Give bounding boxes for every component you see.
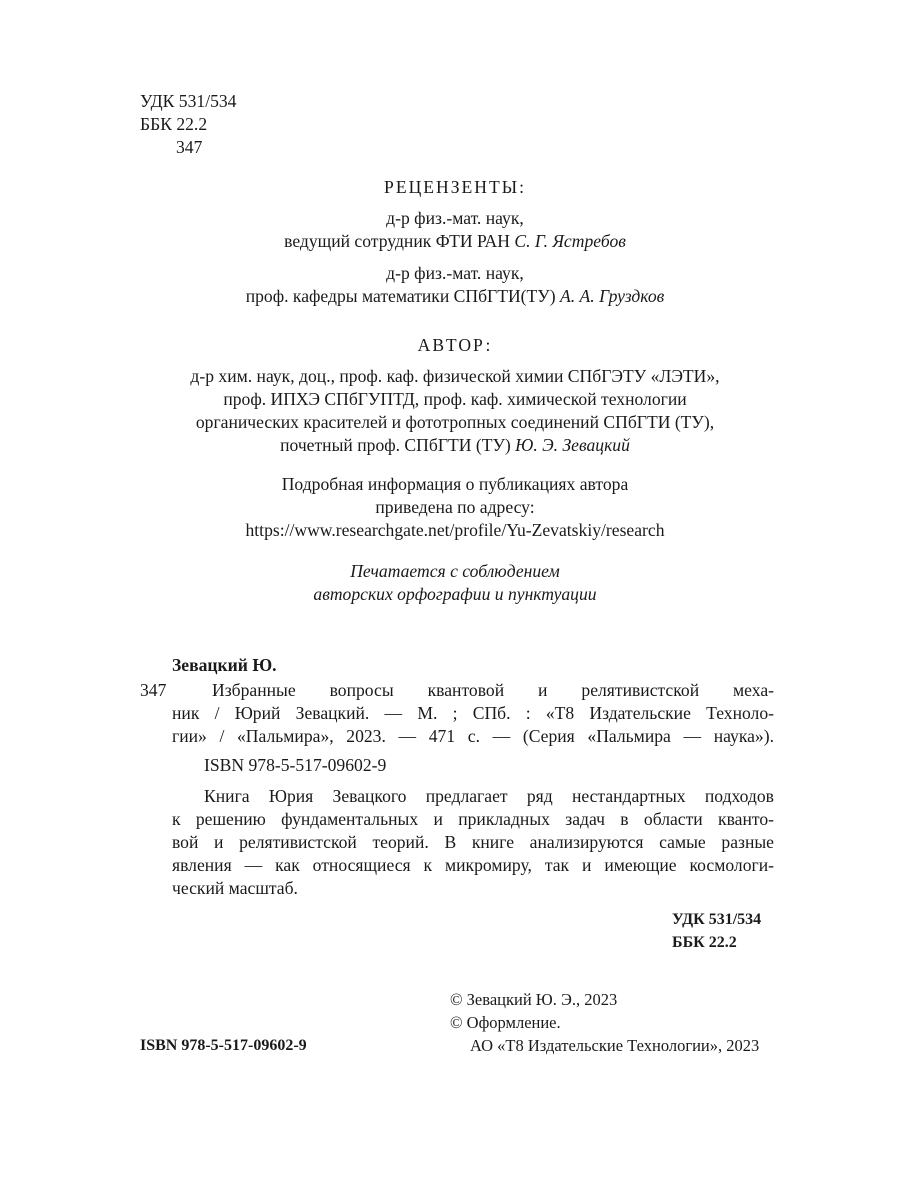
reviewer-2 <box>140 262 770 308</box>
reviewer-1-position: ведущий сотрудник ФТИ РАН С. Г. Ястребов <box>284 231 626 251</box>
bib-line-1: Избранные вопросы квантовой и релятивистской меха- <box>212 680 774 700</box>
author-mark-top: 347 <box>176 137 203 157</box>
author-name: Ю. Э. Зевацкий <box>515 435 630 455</box>
codes-block <box>672 908 761 954</box>
footer-isbn: ISBN 978-5-517-09602-9 <box>140 1037 307 1054</box>
author-line-3: органических красителей и фототропных соединений СПбГТИ (ТУ), <box>195 412 715 432</box>
copyright-line-1: © Зевацкий Ю. Э., 2023 <box>450 990 618 1009</box>
bib-author: Зевацкий Ю. <box>172 655 277 675</box>
annotation <box>172 785 774 900</box>
bib-line-3: гии» / «Пальмира», 2023. — 471 с. — (Серия «Пальмира — наука»). <box>172 726 774 746</box>
udk-bottom: УДК 531/534 <box>672 911 762 928</box>
copyright-line-3: АО «Т8 Издательские Технологии», 2023 <box>470 1036 760 1055</box>
annotation-line-2: к решению фундаментальных и прикладных задач в области кванто- <box>172 809 774 829</box>
info-line-1: Подробная информация о публикациях автора <box>281 474 629 494</box>
author-line-4: почетный проф. СПбГТИ (ТУ) Ю. Э. Зевацкий <box>280 435 630 455</box>
bib-isbn: ISBN 978-5-517-09602-9 <box>204 755 387 775</box>
udk-top: УДК 531/534 <box>140 91 237 111</box>
reviewer-2-degree: д-р физ.-мат. наук, <box>386 263 524 283</box>
reviewer-2-name: А. А. Груздков <box>560 286 665 306</box>
author-line-1: д-р хим. наук, доц., проф. каф. физической химии СПбГЭТУ «ЛЭТИ», <box>190 366 720 386</box>
info-block <box>140 473 770 542</box>
info-url[interactable]: https://www.researchgate.net/profile/Yu-Zevatskiy/research <box>245 520 665 540</box>
annotation-line-3: вой и релятивистской теорий. В книге анализируются самые разные <box>172 832 774 852</box>
copyright-line-2: © Оформление. <box>450 1013 561 1032</box>
reviewer-1-degree: д-р физ.-мат. наук, <box>386 208 524 228</box>
annotation-line-4: явления — как относящиеся к микромиру, так и имеющие космологи- <box>172 855 774 875</box>
bib-mark: 347 <box>140 680 167 700</box>
reviewer-1 <box>140 207 770 253</box>
author-line-2: проф. ИПХЭ СПбГУПТД, проф. каф. химической технологии <box>223 389 687 409</box>
author-heading: АВТОР: <box>417 335 493 355</box>
author-block <box>140 365 770 457</box>
bib-line-2: ник / Юрий Зевацкий. — М. ; СПб. : «Т8 Издательские Техноло- <box>172 703 774 723</box>
reviewer-1-name: С. Г. Ястребов <box>514 231 626 251</box>
info-line-2: приведена по адресу: <box>375 497 535 517</box>
annotation-line-1: Книга Юрия Зевацкого предлагает ряд нестандартных подходов <box>204 786 774 806</box>
annotation-line-5: ческий масштаб. <box>172 878 298 898</box>
bbk-bottom: ББК 22.2 <box>672 934 737 951</box>
reviewers-heading: РЕЦЕНЗЕНТЫ: <box>384 177 526 197</box>
bbk-top: ББК 22.2 <box>140 114 208 134</box>
classification-block <box>140 90 236 159</box>
copyright-block <box>450 988 759 1057</box>
printing-note: Печатается с соблюдением авторских орфографии и пунктуации <box>313 561 597 604</box>
bib-description <box>172 679 774 748</box>
reviewer-2-position: проф. кафедры математики СПбГТИ(ТУ) А. А. Груздков <box>245 286 665 306</box>
